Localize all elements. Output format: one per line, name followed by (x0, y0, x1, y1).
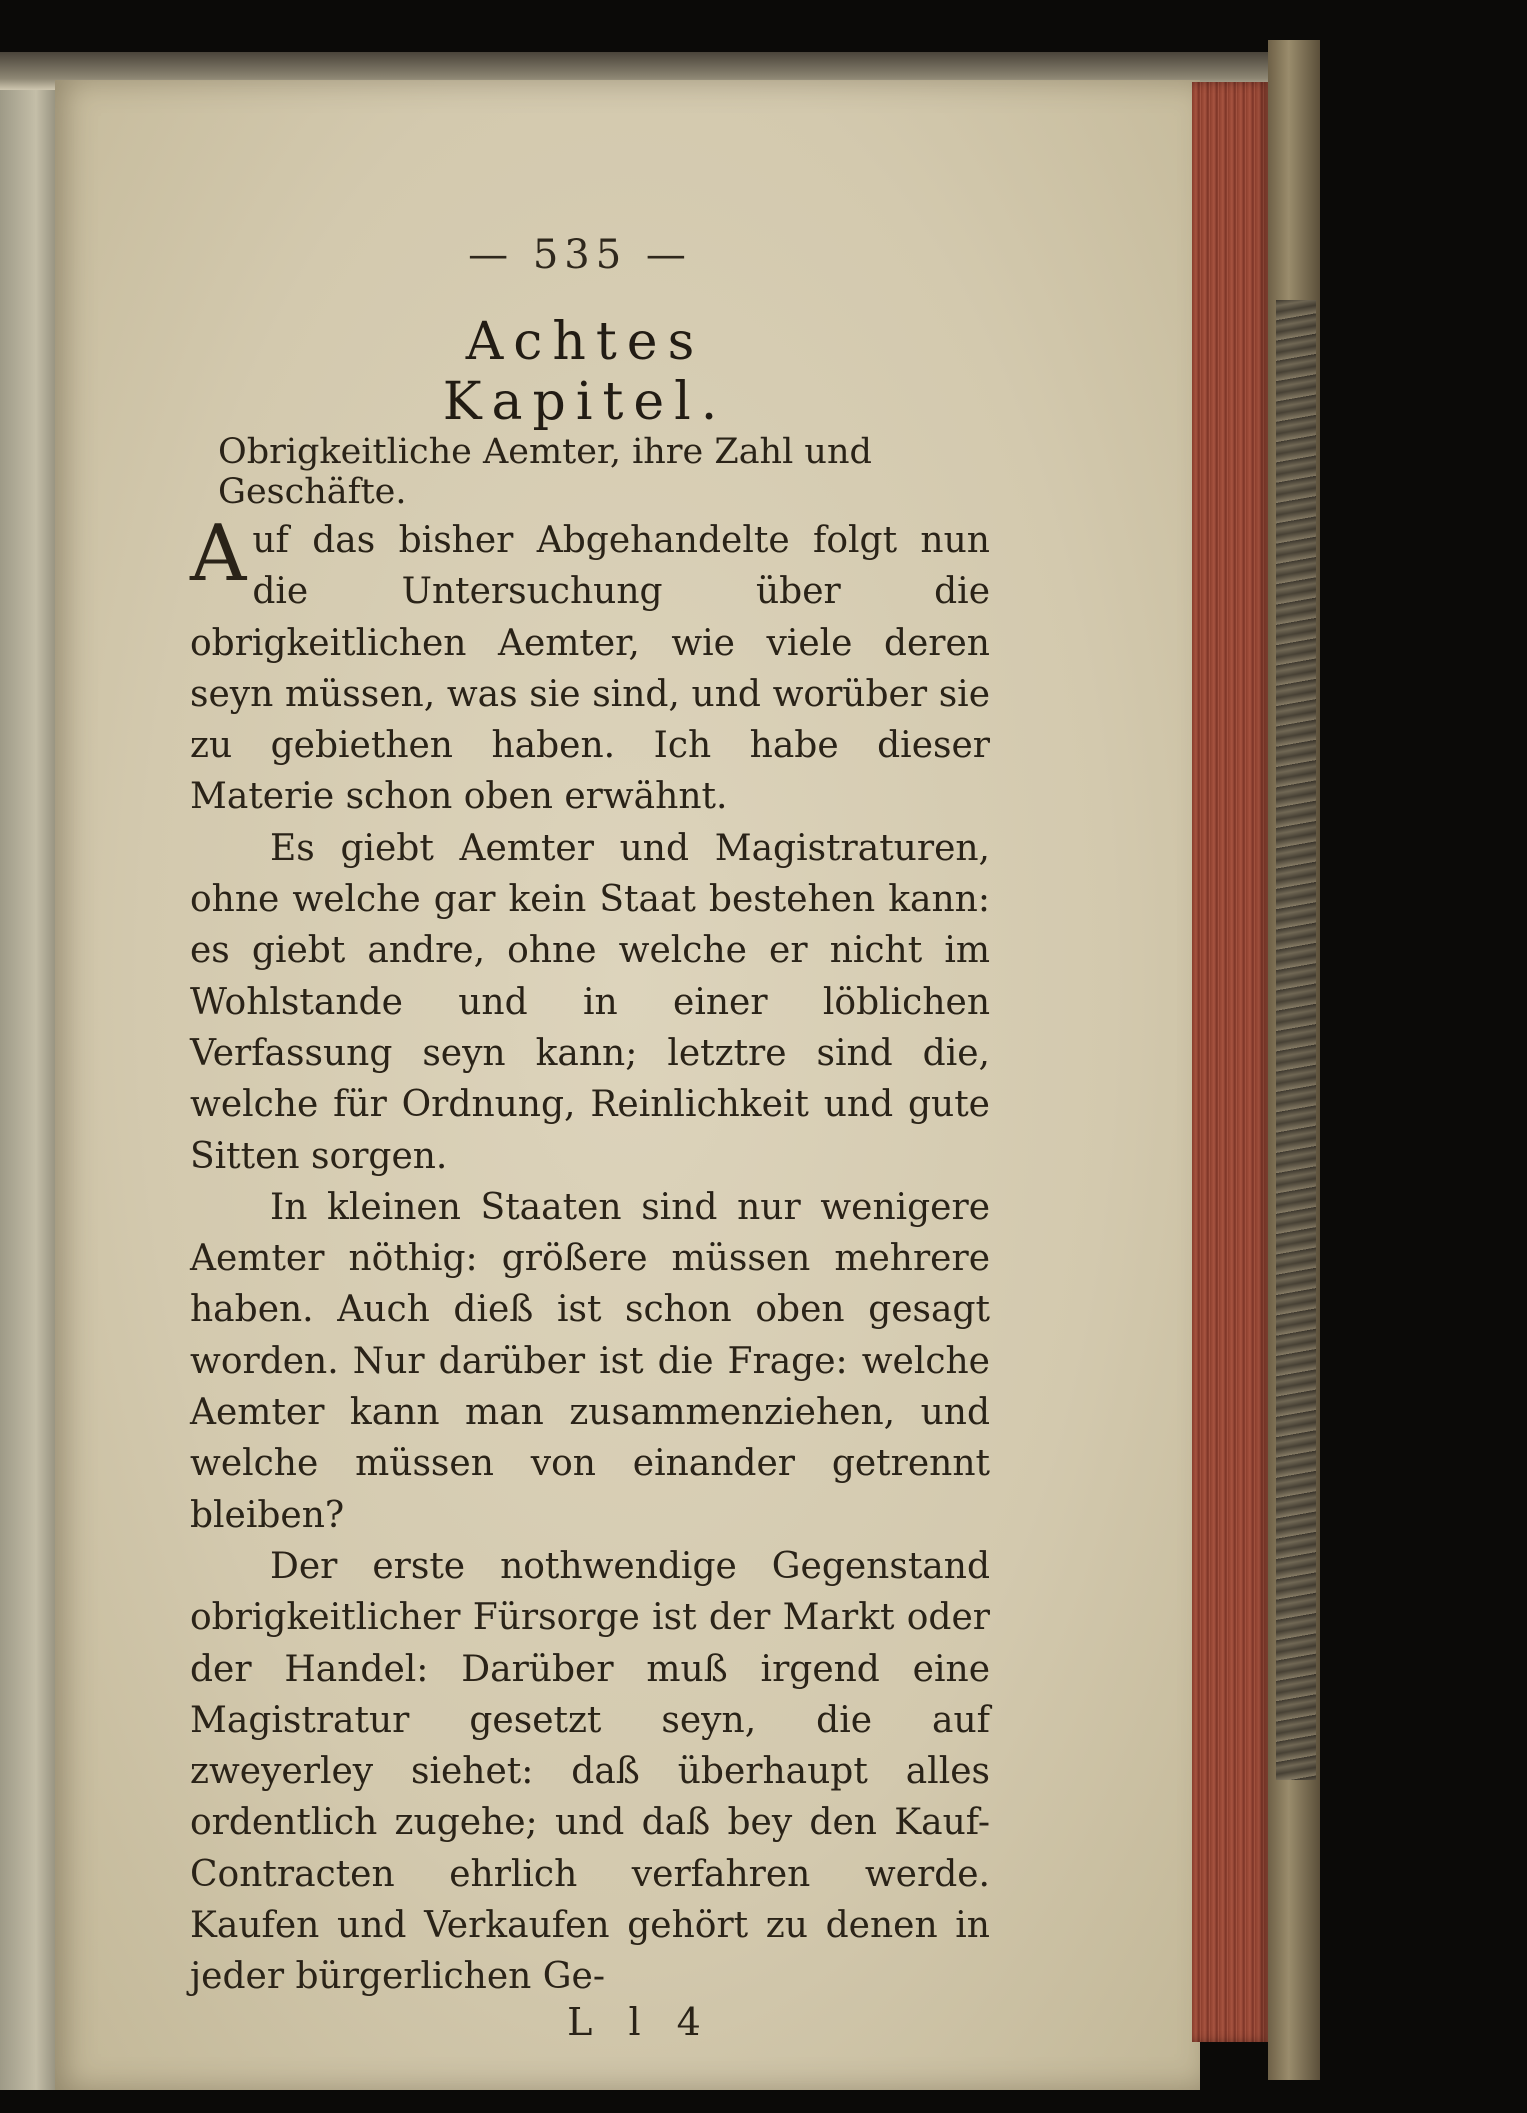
left-page-edge (0, 60, 60, 2090)
paragraph: Auf das bisher Abgehandelte folgt nun die Untersuchung über die obrigkeitlichen Aemter, wie viele deren seyn müssen, was sie sind, und worüber sie zu gebiethen haben. Ich habe dieser Materie schon oben erwähnt. (190, 509, 990, 818)
paragraph: Es giebt Aemter und Magistraturen, ohne welche gar kein Staat bestehen kann: es giebt andre, ohne welche er nicht im Wohlstande und in einer löblichen Verfassung seyn kann; letztre sind die, welche für Ordnung, Reinlichkeit und gute Sitten sorgen. (190, 827, 990, 1177)
chapter-title: Achtes Kapitel. (442, 312, 728, 432)
body-text (190, 509, 990, 2003)
signature-mark: L l 4 (567, 2000, 713, 2044)
page-edges (1192, 82, 1270, 2042)
section-heading: Obrigkeitliche Aemter, ihre Zahl und Geschäfte. (218, 432, 872, 512)
page-number: — 535 — (468, 232, 692, 278)
marbled-cover (1276, 300, 1316, 1780)
paragraph: Der erste nothwendige Gegenstand obrigkeitlicher Fürsorge ist der Markt oder der Handel: Darüber muß irgend eine Magistratur gesetzt seyn, die auf zweyerley siehet: daß überhaupt alles ordentlich zugehe; und daß bey den Kauf-Contracten ehrlich verfahren werde. Kaufen und Verkaufen gehört zu denen in jeder bürgerlichen Ge- (190, 1545, 990, 1998)
paragraph: In kleinen Staaten sind nur wenigere Aemter nöthig: größere müssen mehrere haben. Auch dieß ist schon oben gesagt worden. Nur darüber ist die Frage: welche Aemter kann man zusammenziehen, und welche müssen von einander getrennt bleiben? (190, 1186, 990, 1536)
